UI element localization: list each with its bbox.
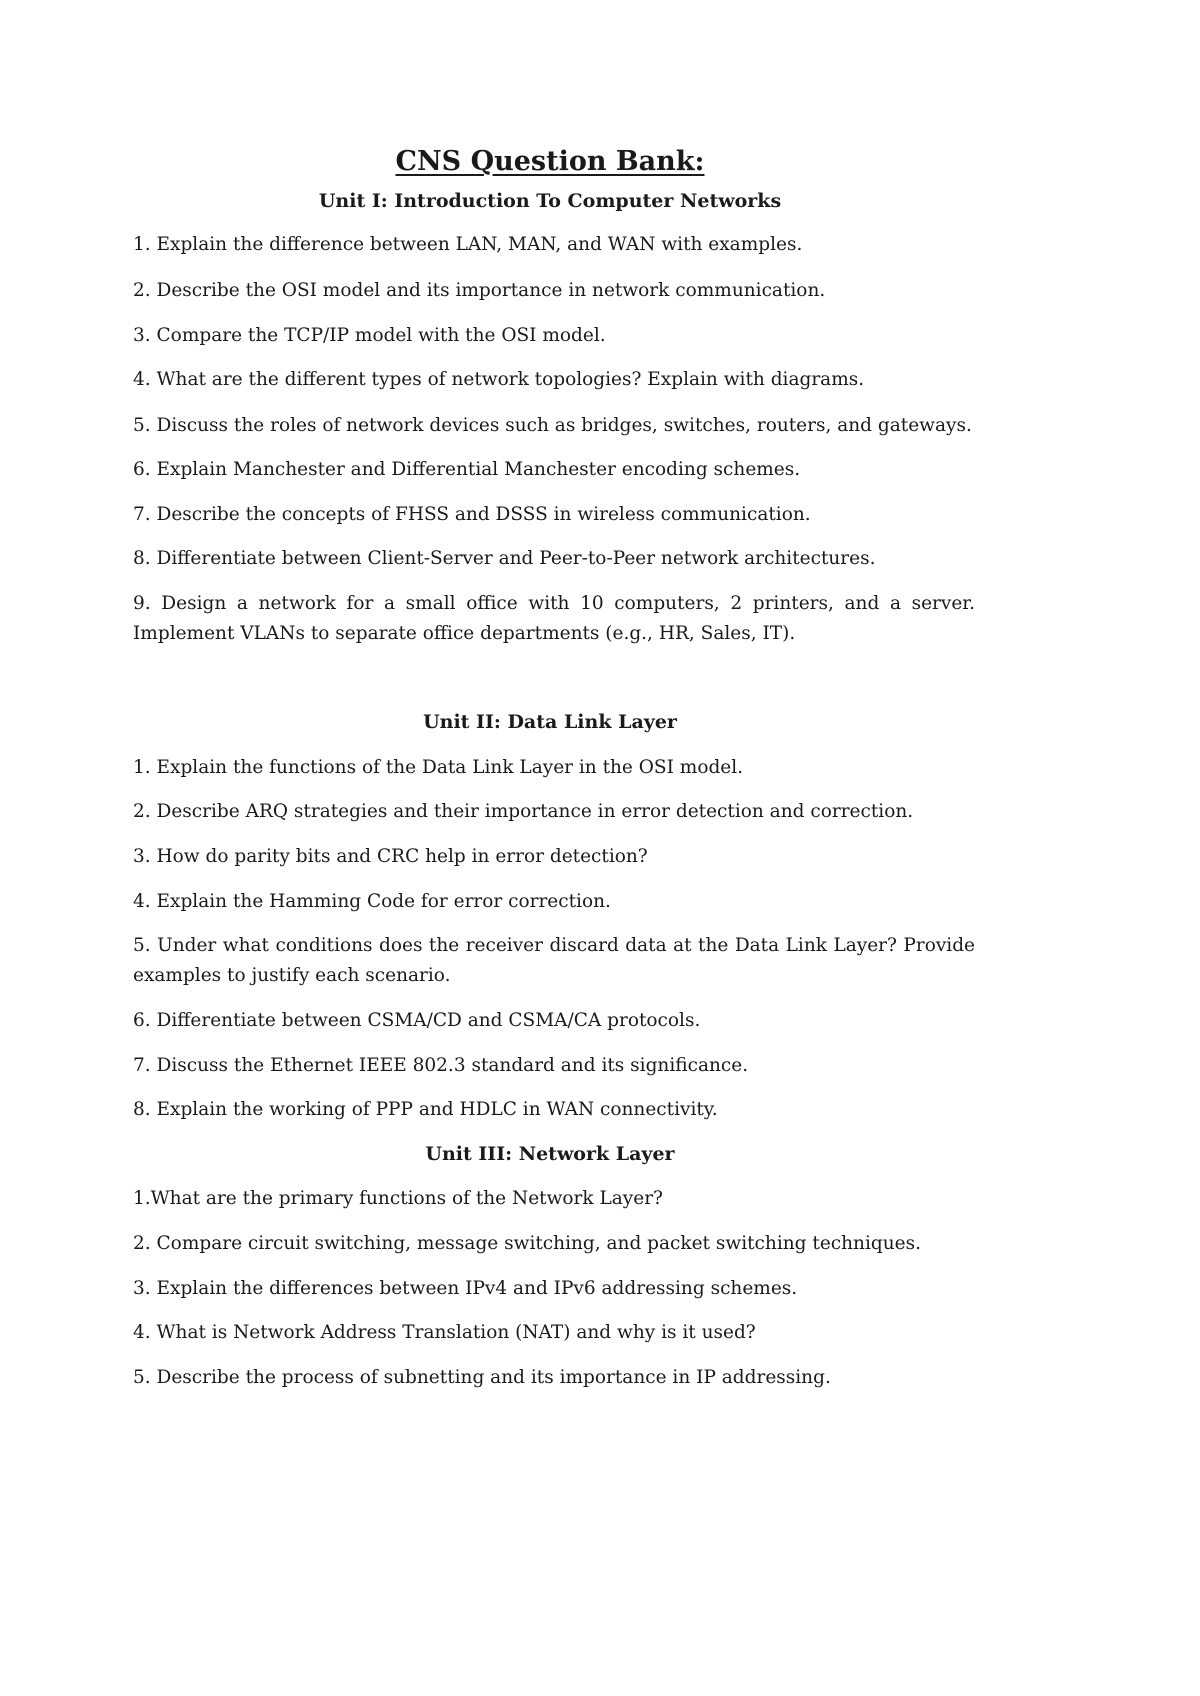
unit-1-question-6: 6. Explain Manchester and Differential Manchester encoding schemes. [133, 459, 801, 480]
document-title: CNS Question Bank: [395, 146, 705, 177]
unit-1-question-4: 4. What are the different types of network topologies? Explain with diagrams. [133, 369, 865, 390]
unit-1-question-1: 1. Explain the difference between LAN, MAN, and WAN with examples. [133, 234, 803, 255]
unit-1-question-9: 9. Design a network for a small office with 10 computers, 2 printers, and a server. Implement VLANs to separate office departments (e.g., HR, Sales, IT). [133, 593, 975, 644]
unit-2-question-5: 5. Under what conditions does the receiver discard data at the Data Link Layer? Provide examples to justify each scenario. [133, 935, 975, 986]
unit-1-question-5: 5. Discuss the roles of network devices such as bridges, switches, routers, and gateways. [133, 415, 972, 436]
unit-3-question-2: 2. Compare circuit switching, message switching, and packet switching techniques. [133, 1233, 921, 1254]
unit-3-question-5: 5. Describe the process of subnetting and its importance in IP addressing. [133, 1367, 831, 1388]
unit-2-question-7: 7. Discuss the Ethernet IEEE 802.3 standard and its significance. [133, 1055, 749, 1076]
unit-3-heading: Unit III: Network Layer [425, 1143, 675, 1165]
unit-3-question-1: 1.What are the primary functions of the Network Layer? [133, 1188, 663, 1209]
unit-1-question-8: 8. Differentiate between Client-Server and Peer-to-Peer network architectures. [133, 548, 876, 569]
unit-2-question-6: 6. Differentiate between CSMA/CD and CSMA/CA protocols. [133, 1010, 701, 1031]
unit-1-question-2: 2. Describe the OSI model and its importance in network communication. [133, 280, 826, 301]
unit-3-question-4: 4. What is Network Address Translation (NAT) and why is it used? [133, 1322, 756, 1343]
unit-1-question-3: 3. Compare the TCP/IP model with the OSI model. [133, 325, 606, 346]
unit-2-heading: Unit II: Data Link Layer [423, 711, 677, 733]
unit-2-question-2: 2. Describe ARQ strategies and their importance in error detection and correction. [133, 801, 914, 822]
unit-1-question-7: 7. Describe the concepts of FHSS and DSSS in wireless communication. [133, 504, 811, 525]
unit-2-question-3: 3. How do parity bits and CRC help in error detection? [133, 846, 648, 867]
unit-1-heading: Unit I: Introduction To Computer Networks [318, 190, 782, 212]
unit-3-question-3: 3. Explain the differences between IPv4 and IPv6 addressing schemes. [133, 1278, 798, 1299]
unit-2-question-4: 4. Explain the Hamming Code for error correction. [133, 891, 611, 912]
unit-2-question-1: 1. Explain the functions of the Data Link Layer in the OSI model. [133, 757, 744, 778]
unit-2-question-8: 8. Explain the working of PPP and HDLC in WAN connectivity. [133, 1099, 718, 1120]
